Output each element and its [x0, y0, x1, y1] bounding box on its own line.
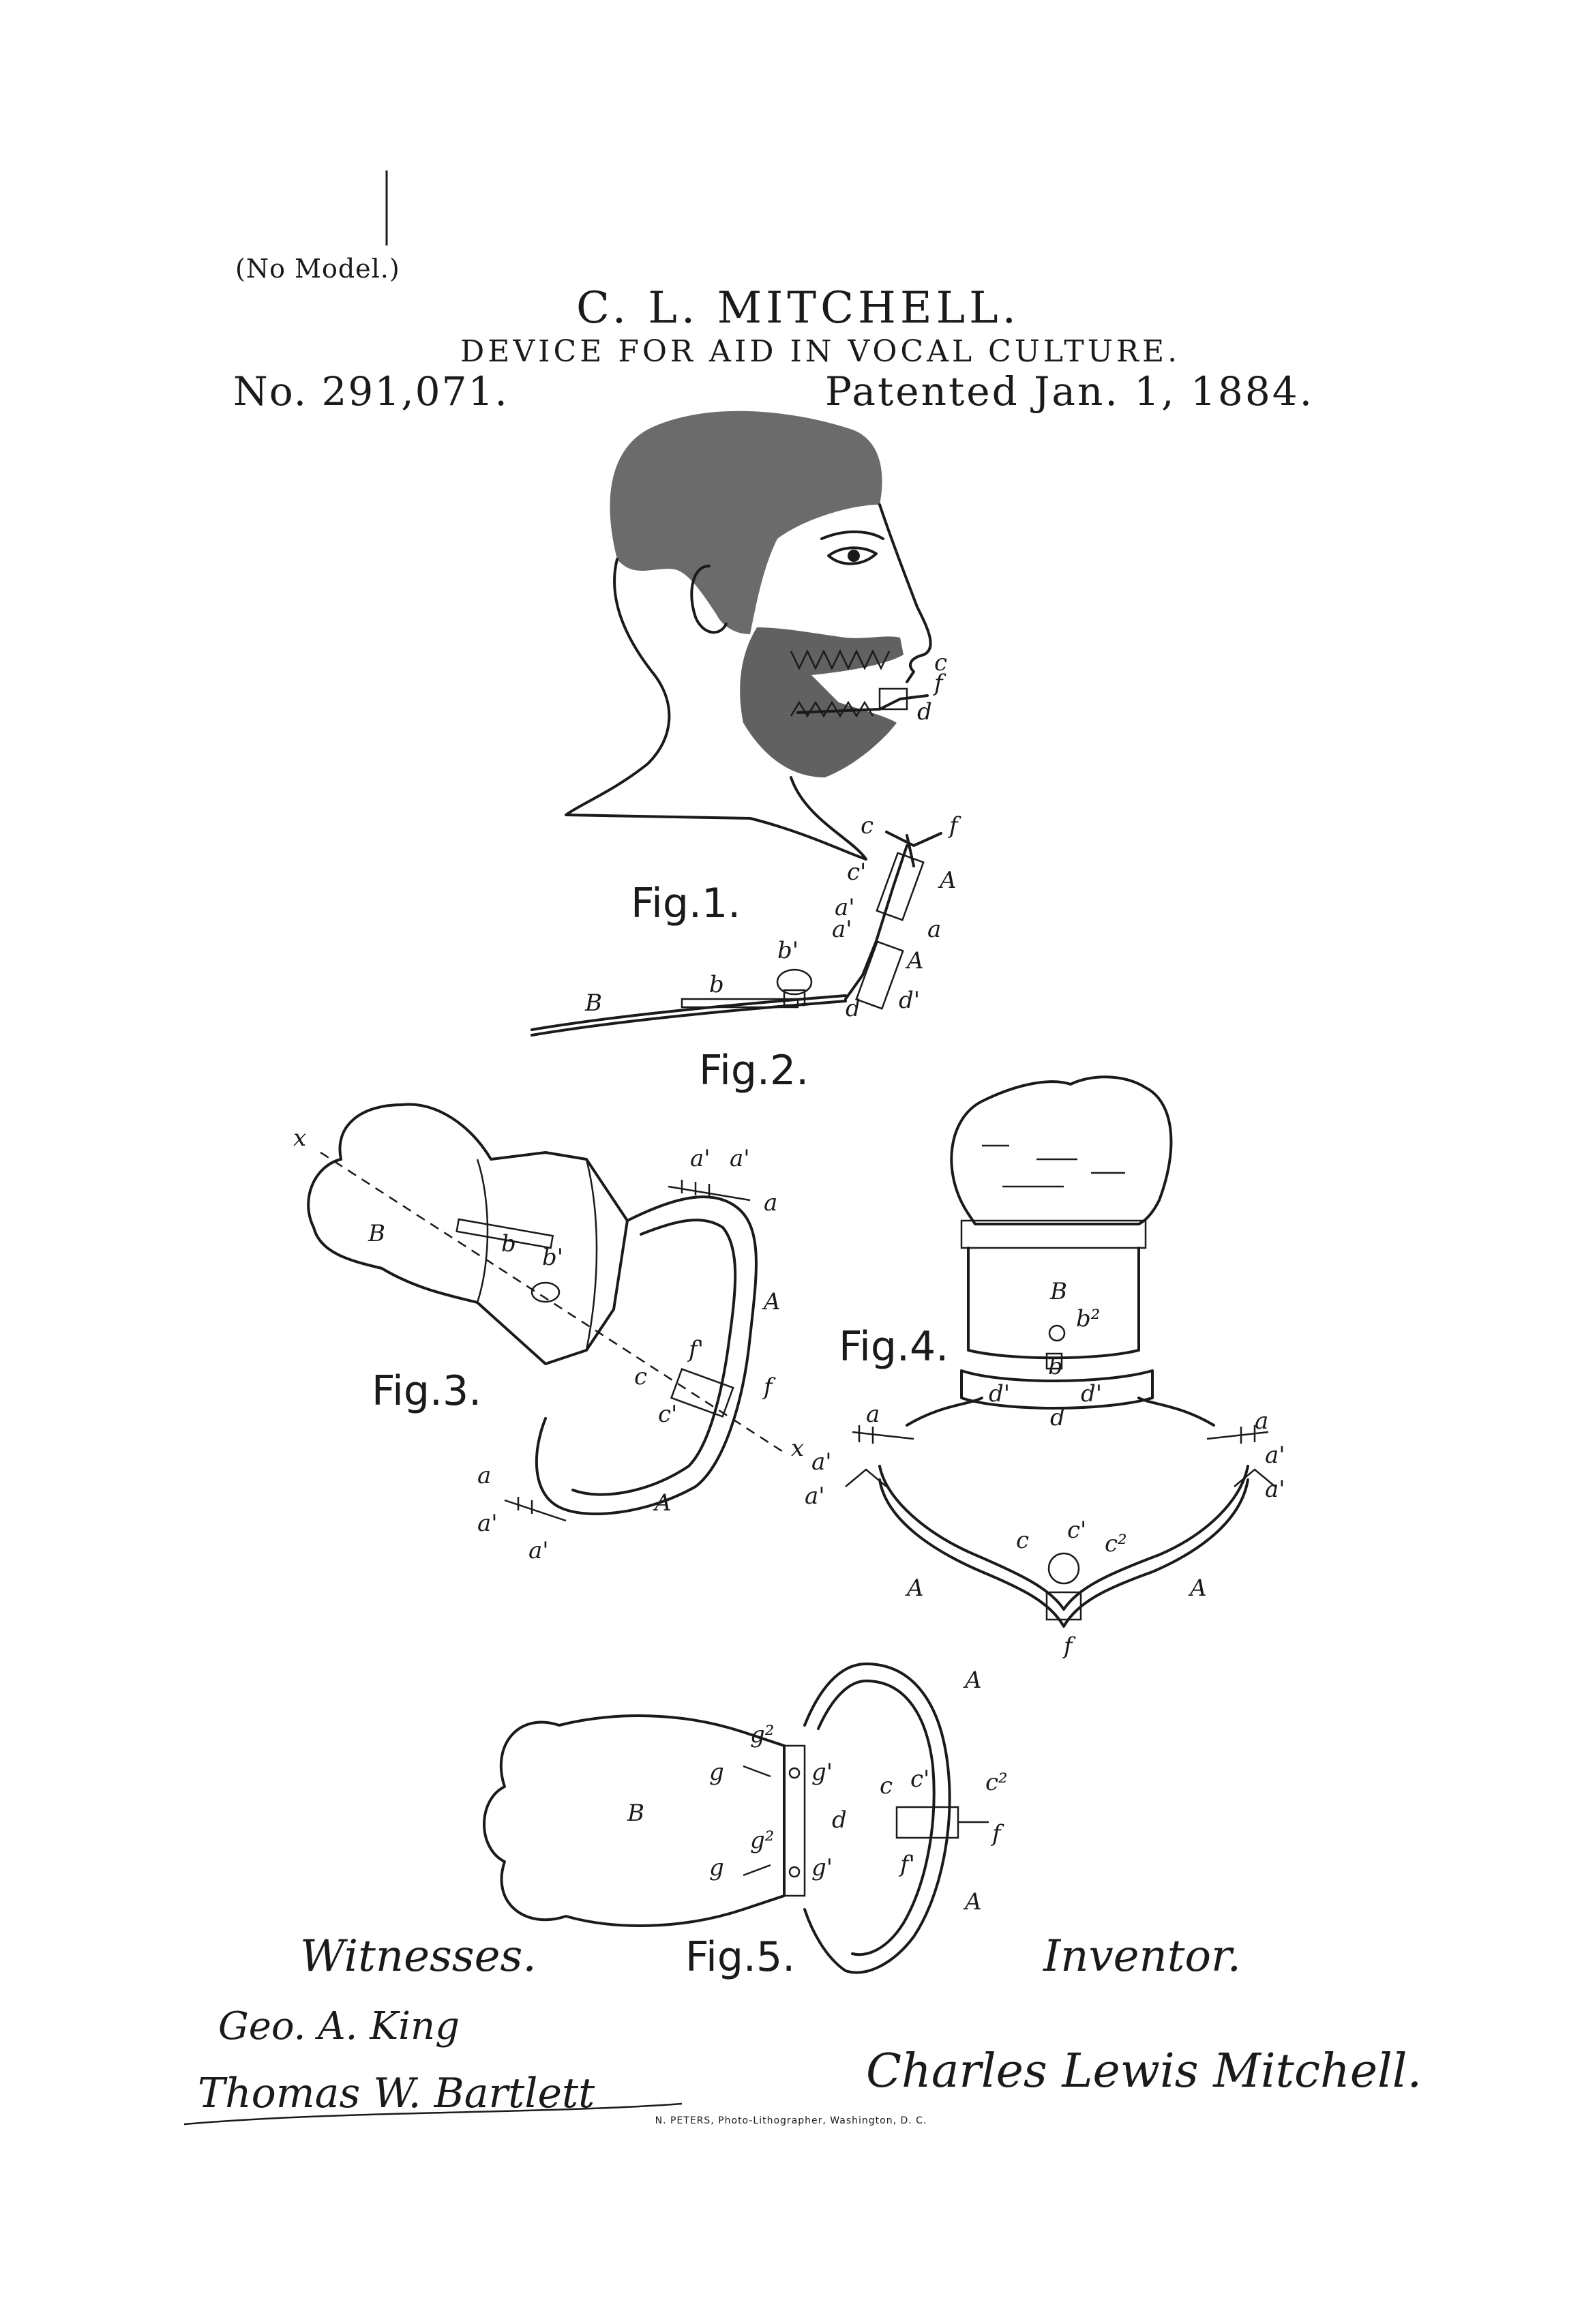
fig2-ref-letter: b — [709, 971, 724, 998]
fig5-ref-letter: g — [709, 1854, 724, 1881]
fig5-ref-letter: g — [709, 1759, 724, 1786]
fig3-ref-letter: B — [368, 1220, 385, 1247]
fig2-ref-letter: b' — [777, 937, 799, 964]
fig4-ref-letter: c² — [1105, 1530, 1127, 1558]
fig4-ref-letter: b — [1048, 1353, 1063, 1380]
fig1-ref-letter: c — [934, 649, 948, 676]
fig5-ref-letter: g² — [750, 1827, 775, 1854]
fig2-ref-letter: a' — [832, 916, 852, 943]
patent-number: No. 291,071. — [233, 368, 509, 415]
fig5-ref-letter: c' — [910, 1766, 930, 1793]
fig5-ref-letter: g' — [811, 1854, 833, 1881]
fig5-ref-letter: g² — [750, 1721, 775, 1748]
fig5-label: Fig.5. — [685, 1933, 796, 1981]
fig5-ref-letter: A — [965, 1888, 982, 1916]
fig4-ref-letter: f — [1064, 1633, 1073, 1660]
fig5-ref-letter: f' — [900, 1851, 915, 1878]
fig5-ref-letter: f — [992, 1820, 1001, 1847]
fig3-ref-letter: c' — [658, 1401, 678, 1428]
patent-title: DEVICE FOR AID IN VOCAL CULTURE. — [460, 334, 1181, 369]
printer-credit: N. PETERS, Photo-Lithographer, Washington, D. C. — [655, 2115, 927, 2126]
fig3-ref-letter: x — [293, 1124, 307, 1152]
fig4-ref-letter: A — [907, 1575, 924, 1602]
fig2-ref-letter: a' — [835, 894, 855, 921]
fig4-ref-letter: a' — [805, 1483, 825, 1510]
fig5-ref-letter: c² — [985, 1769, 1008, 1796]
fig4-ref-letter: A — [1190, 1575, 1207, 1602]
fig5-ref-letter: g' — [811, 1759, 833, 1786]
fig3-ref-letter: a — [477, 1462, 492, 1489]
fig4-ref-letter: a' — [811, 1448, 832, 1476]
fig3-ref-letter: b' — [542, 1244, 564, 1271]
fig5-ref-letter: c — [880, 1772, 893, 1800]
fig4-ref-letter: d' — [989, 1380, 1011, 1407]
fig3-label: Fig.3. — [372, 1367, 482, 1415]
fig2-ref-letter: B — [585, 989, 602, 1017]
fig3-ref-letter: a' — [730, 1145, 750, 1172]
fig5-plan-view — [484, 1664, 1008, 1973]
fig4-ref-letter: a' — [1265, 1442, 1285, 1469]
fig1-label: Fig.1. — [631, 880, 741, 927]
fig5-ref-letter: B — [627, 1800, 644, 1827]
patent-date: Patented Jan. 1, 1884. — [825, 368, 1315, 415]
inventor-signature: Charles Lewis Mitchell. — [866, 2044, 1422, 2098]
fig3-perspective-view — [293, 1105, 804, 1564]
fig4-ref-letter: a — [866, 1401, 880, 1428]
witness-signature: Geo. A. King — [218, 2004, 460, 2049]
fig4-ref-letter: B — [1050, 1278, 1067, 1305]
inventor-name: C. L. MITCHELL. — [576, 283, 1020, 333]
witness-signature: Thomas W. Bartlett — [198, 2070, 595, 2117]
fig1-head-drawing — [566, 411, 947, 859]
fig4-ref-letter: a' — [1265, 1476, 1285, 1503]
fig3-ref-letter: A — [655, 1489, 672, 1517]
fig3-ref-letter: a' — [477, 1510, 498, 1537]
fig4-ref-letter: b² — [1076, 1305, 1101, 1332]
fig4-ref-letter: d' — [1081, 1380, 1103, 1407]
fig1-ref-letter: d — [917, 698, 932, 726]
fig3-ref-letter: a' — [528, 1537, 549, 1564]
fig3-ref-letter: a' — [690, 1145, 711, 1172]
fig2-label: Fig.2. — [699, 1047, 809, 1094]
fig2-ref-letter: d' — [899, 987, 921, 1014]
fig5-ref-letter: A — [965, 1667, 982, 1694]
fig2-ref-letter: f — [949, 812, 958, 839]
fig4-label: Fig.4. — [839, 1323, 949, 1371]
fig2-ref-letter: c — [861, 812, 874, 839]
fig1-ref-letter: f — [934, 670, 943, 697]
fig3-ref-letter: a — [764, 1189, 778, 1217]
fig4-ref-letter: c — [1016, 1527, 1030, 1554]
fig3-ref-letter: f' — [689, 1336, 704, 1363]
fig2-device-side-view — [532, 812, 961, 1035]
fig2-ref-letter: c' — [847, 859, 867, 886]
fig3-ref-letter: f — [764, 1373, 773, 1401]
fig4-ref-letter: d — [1050, 1404, 1065, 1431]
fig4-ref-letter: a — [1255, 1407, 1269, 1435]
inventor-label: Inventor. — [1043, 1931, 1241, 1982]
fig3-ref-letter: A — [764, 1288, 781, 1315]
no-model-note: (No Model.) — [235, 254, 400, 284]
fig3-ref-letter: b — [501, 1230, 516, 1257]
fig2-ref-letter: A — [940, 867, 957, 894]
fig2-ref-letter: a — [927, 916, 942, 943]
fig2-ref-letter: A — [907, 947, 924, 974]
witnesses-label: Witnesses. — [300, 1931, 537, 1982]
fig3-ref-letter: c — [634, 1363, 648, 1390]
fig5-ref-letter: d — [832, 1806, 847, 1834]
fig3-ref-letter: x — [791, 1435, 805, 1462]
fig4-ref-letter: c' — [1067, 1517, 1087, 1544]
fig2-ref-letter: d — [846, 995, 861, 1022]
